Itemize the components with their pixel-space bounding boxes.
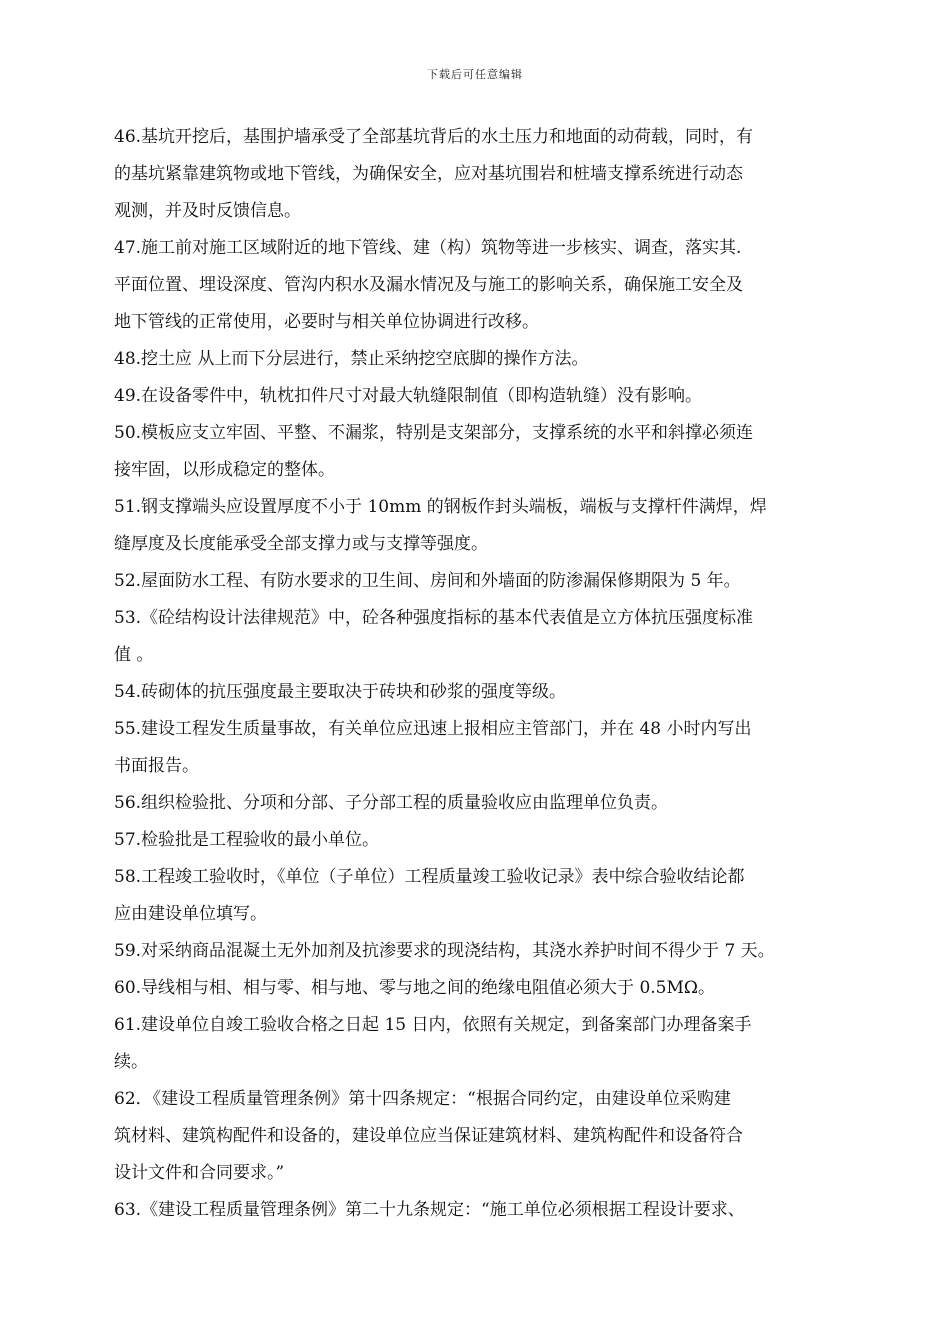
text-line: 接牢固，以形成稳定的整体。	[114, 460, 335, 480]
text-line: 的基坑紧靠建筑物或地下管线，为确保安全，应对基坑围岩和桩墙支撑系统进行动态	[114, 164, 743, 184]
text-line: 书面报告。	[114, 756, 199, 776]
text-line: 49.在设备零件中，轨枕扣件尺寸对最大轨缝限制值（即构造轨缝）没有影响。	[114, 386, 703, 406]
text-line: 61.建设单位自竣工验收合格之日起 15 日内，依照有关规定，到备案部门办理备案手	[114, 1015, 752, 1035]
text-line: 48.挖土应 从上而下分层进行，禁止采纳挖空底脚的操作方法。	[114, 349, 589, 369]
text-line: 56.组织检验批、分项和分部、子分部工程的质量验收应由监理单位负责。	[114, 793, 669, 813]
text-line: 47.施工前对施工区域附近的地下管线、建（构）筑物等进一步核实、调查，落实其.	[114, 238, 742, 258]
text-line: 设计文件和合同要求。”	[114, 1163, 285, 1183]
text-line: 51.钢支撑端头应设置厚度不小于 10mm 的钢板作封头端板，端板与支撑杆件满焊，焊	[114, 497, 767, 517]
text-line: 应由建设单位填写。	[114, 904, 267, 924]
text-line: 续。	[114, 1052, 148, 1072]
text-line: 46.基坑开挖后，基围护墙承受了全部基坑背后的水土压力和地面的动荷载，同时，有	[114, 127, 754, 147]
text-line: 62．《建设工程质量管理条例》第十四条规定：“根据合同约定，由建设单位采购建	[114, 1089, 731, 1109]
text-line: 59.对采纳商品混凝土无外加剂及抗渗要求的现浇结构，其浇水养护时间不得少于 7 天。	[114, 941, 775, 961]
text-line: 63.《建设工程质量管理条例》第二十九条规定：“施工单位必须根据工程设计要求、	[114, 1200, 745, 1220]
text-line: 地下管线的正常使用，必要时与相关单位协调进行改移。	[114, 312, 539, 332]
text-line: 58.工程竣工验收时，《单位（子单位）工程质量竣工验收记录》表中综合验收结论都	[114, 867, 745, 887]
page-header: 下载后可任意编辑	[427, 68, 523, 81]
text-line: 缝厚度及长度能承受全部支撑力或与支撑等强度。	[114, 534, 488, 554]
text-line: 平面位置、埋设深度、管沟内积水及漏水情况及与施工的影响关系，确保施工安全及	[114, 275, 743, 295]
text-line: 筑材料、建筑构配件和设备的，建设单位应当保证建筑材料、建筑构配件和设备符合	[114, 1126, 743, 1146]
text-line: 观测，并及时反馈信息。	[114, 201, 301, 221]
document-body	[114, 119, 839, 1229]
text-line: 54.砖砌体的抗压强度最主要取决于砖块和砂浆的强度等级。	[114, 682, 567, 702]
text-line: 52.屋面防水工程、有防水要求的卫生间、房间和外墙面的防渗漏保修期限为 5 年。	[114, 571, 741, 591]
text-line: 50.模板应支立牢固、平整、不漏浆，特别是支架部分，支撑系统的水平和斜撑必须连	[114, 423, 754, 443]
text-line: 值 。	[114, 645, 154, 665]
text-line: 55.建设工程发生质量事故，有关单位应迅速上报相应主管部门，并在 48 小时内写出	[114, 719, 752, 739]
text-line: 53.《砼结构设计法律规范》中，砼各种强度指标的基本代表值是立方体抗压强度标准	[114, 608, 754, 628]
text-line: 57.检验批是工程验收的最小单位。	[114, 830, 380, 850]
text-line: 60.导线相与相、相与零、相与地、零与地之间的绝缘电阻值必须大于 0.5MΩ。	[114, 978, 715, 998]
